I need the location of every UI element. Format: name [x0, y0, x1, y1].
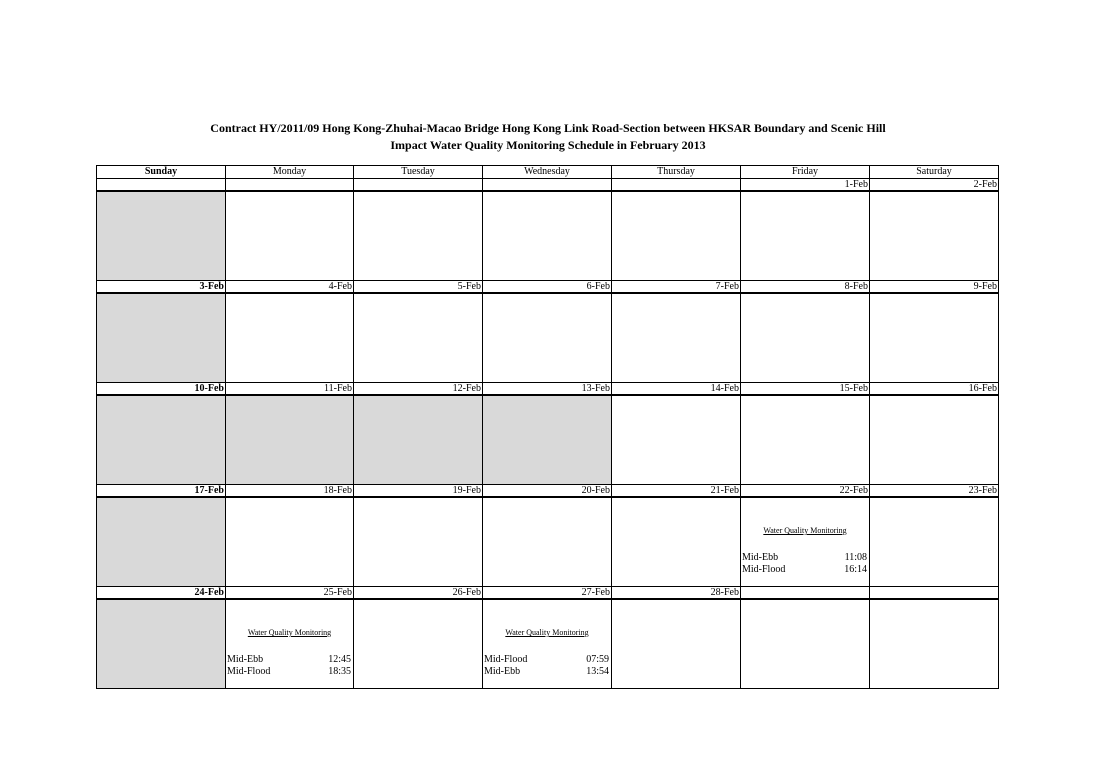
day-cell	[226, 497, 354, 587]
date-label: 8-Feb	[741, 281, 870, 294]
day-cell	[612, 293, 741, 383]
day-cell	[97, 599, 226, 689]
date-label: 19-Feb	[354, 485, 483, 498]
weekday-header: Thursday	[612, 166, 741, 179]
calendar-table	[96, 165, 999, 689]
weekday-header: Saturday	[870, 166, 999, 179]
day-cell	[870, 599, 999, 689]
day-cells-row	[97, 191, 999, 281]
day-cell	[97, 395, 226, 485]
tide-name: Mid-Flood	[227, 666, 271, 677]
date-row	[97, 383, 999, 396]
monitoring-label: Water Quality Monitoring	[763, 526, 847, 535]
date-label: 10-Feb	[97, 383, 226, 396]
day-cell	[226, 191, 354, 281]
date-label	[483, 179, 612, 192]
date-label: 24-Feb	[97, 587, 226, 600]
date-label	[741, 587, 870, 600]
day-cell	[226, 395, 354, 485]
day-cell	[483, 497, 612, 587]
date-label: 13-Feb	[483, 383, 612, 396]
date-label: 14-Feb	[612, 383, 741, 396]
day-cell	[741, 293, 870, 383]
date-label: 21-Feb	[612, 485, 741, 498]
tide-line	[742, 552, 867, 563]
tide-time: 16:14	[844, 564, 867, 575]
day-cell	[483, 599, 612, 689]
day-cell	[354, 191, 483, 281]
day-cell	[741, 599, 870, 689]
date-row	[97, 179, 999, 192]
tide-name: Mid-Ebb	[484, 666, 521, 677]
date-label: 7-Feb	[612, 281, 741, 294]
day-cell	[226, 599, 354, 689]
date-label: 22-Feb	[741, 485, 870, 498]
weekday-header-row	[97, 166, 999, 179]
tide-line	[484, 654, 609, 665]
date-label: 3-Feb	[97, 281, 226, 294]
date-label: 25-Feb	[226, 587, 354, 600]
schedule-subtitle: Impact Water Quality Monitoring Schedule in February 2013	[390, 138, 706, 152]
tide-name: Mid-Ebb	[227, 654, 264, 665]
day-cell	[354, 497, 483, 587]
date-label: 23-Feb	[870, 485, 999, 498]
date-label	[612, 179, 741, 192]
tide-time: 12:45	[328, 654, 351, 665]
weekday-header: Wednesday	[483, 166, 612, 179]
tide-time: 13:54	[586, 666, 609, 677]
date-label: 11-Feb	[226, 383, 354, 396]
day-cell	[870, 293, 999, 383]
weekday-header: Sunday	[97, 166, 226, 179]
tide-name: Mid-Flood	[742, 564, 786, 575]
day-cell	[741, 497, 870, 587]
monitoring-label: Water Quality Monitoring	[247, 628, 332, 637]
weekday-header: Monday	[226, 166, 354, 179]
date-label: 9-Feb	[870, 281, 999, 294]
date-row	[97, 485, 999, 498]
date-label: 16-Feb	[870, 383, 999, 396]
day-cell	[226, 293, 354, 383]
tide-time: 07:59	[586, 654, 609, 665]
monitoring-label: Water Quality Monitoring	[505, 628, 589, 637]
date-label: 5-Feb	[354, 281, 483, 294]
date-label: 28-Feb	[612, 587, 741, 600]
day-cells-row	[97, 395, 999, 485]
tide-name: Mid-Flood	[484, 654, 528, 665]
day-cells-row	[97, 497, 999, 587]
day-cell	[870, 497, 999, 587]
day-cell	[97, 293, 226, 383]
date-label: 1-Feb	[741, 179, 870, 192]
day-cells-row	[97, 293, 999, 383]
date-label: 12-Feb	[354, 383, 483, 396]
day-cell	[354, 395, 483, 485]
tide-line	[484, 666, 609, 677]
date-row	[97, 587, 999, 600]
date-label	[97, 179, 226, 192]
day-cell	[741, 191, 870, 281]
tide-line	[227, 654, 351, 665]
date-label: 6-Feb	[483, 281, 612, 294]
day-cell	[483, 293, 612, 383]
schedule-title: Contract HY/2011/09 Hong Kong-Zhuhai-Macao Bridge Hong Kong Link Road-Section between HKSAR Boundary and Scenic Hill	[210, 121, 886, 135]
date-label: 15-Feb	[741, 383, 870, 396]
day-cell	[612, 395, 741, 485]
day-cell	[97, 497, 226, 587]
date-label: 4-Feb	[226, 281, 354, 294]
date-label	[354, 179, 483, 192]
date-label: 20-Feb	[483, 485, 612, 498]
day-cell	[870, 395, 999, 485]
day-cell	[354, 293, 483, 383]
date-label: 18-Feb	[226, 485, 354, 498]
day-cells-row	[97, 599, 999, 689]
day-cell	[741, 395, 870, 485]
day-cell	[483, 191, 612, 281]
tide-line	[742, 564, 867, 575]
tide-name: Mid-Ebb	[742, 552, 779, 563]
date-label: 2-Feb	[870, 179, 999, 192]
tide-line	[227, 666, 351, 677]
day-cell	[97, 191, 226, 281]
date-label: 27-Feb	[483, 587, 612, 600]
weekday-header: Tuesday	[354, 166, 483, 179]
date-label: 26-Feb	[354, 587, 483, 600]
day-cell	[870, 191, 999, 281]
day-cell	[354, 599, 483, 689]
day-cell	[483, 395, 612, 485]
tide-time: 11:08	[844, 552, 867, 563]
date-label	[870, 587, 999, 600]
day-cell	[612, 599, 741, 689]
weekday-header: Friday	[741, 166, 870, 179]
tide-time: 18:35	[328, 666, 351, 677]
date-label: 17-Feb	[97, 485, 226, 498]
date-row	[97, 281, 999, 294]
date-label	[226, 179, 354, 192]
day-cell	[612, 497, 741, 587]
day-cell	[612, 191, 741, 281]
